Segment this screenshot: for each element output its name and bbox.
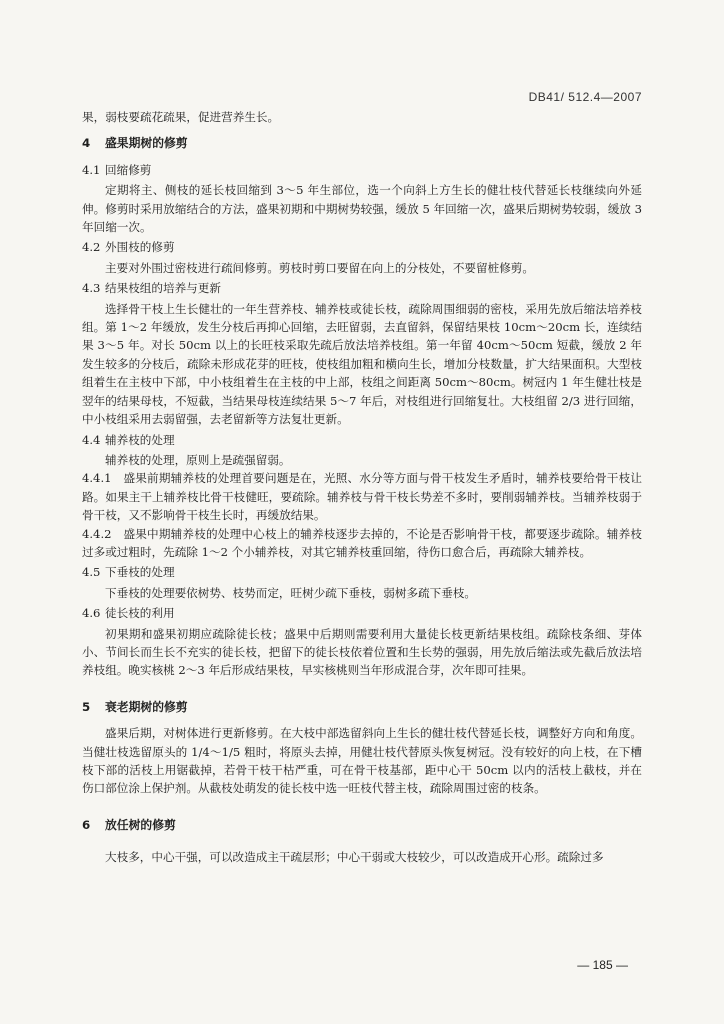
section-4-3-body: 选择骨干枝上生长健壮的一年生营养枝、辅养枝或徒长枝，疏除周围细弱的密枝，采用先放后缩法培养枝组。第 1～2 年缓放，发生分枝后再抑心回缩，去旺留弱，去直留斜，保留结果枝 10cm～20cm 长，连续结果 3～5 年。对长 50cm 以上的长旺枝采取先疏后放法培养枝组。第一年留 40cm～50cm 短截，缓放 2 年发生较多的分枝后，疏除未形成花芽的旺枝，使枝组加粗和横向生长，增加分枝数量，扩大结果面积。大型枝组着生在主枝中下部，中小枝组着生在主枝的中上部，枝组之间距离 50cm～80cm。树冠内 1 年生健壮枝是翌年的结果母枝，不短截，当结果母枝连续结果 5～7 年后，对枝组进行回缩复壮。大枝组留 2/3 进行回缩，中小枝组采用去弱留强，去老留新等方法复壮更新。 [82,301,642,427]
paragraph-intro: 果，弱枝要疏花疏果，促进营养生长。 [82,110,280,124]
section-4-4-2 [82,525,642,562]
clause-body: 盛果中期辅养枝的处理中心枝上的辅养枝逐步去掉的，不论是否影响骨干枝，都要逐步疏除。辅养枝过多或过粗时，先疏除 1～2 个小辅养枝，对其它辅养枝重回缩，待伤口愈合后，再疏除大辅养枝。 [82,526,642,559]
section-number: 4.5 [82,565,101,580]
clause-number: 4.4.2 [82,526,112,541]
section-4-5-body: 下垂枝的处理要依树势、枝势而定，旺树少疏下垂枝，弱树多疏下垂枝。 [105,585,477,600]
section-4-6-heading [82,604,642,622]
page-number: — 185 — [577,958,628,972]
clause-body: 盛果前期辅养枝的处理首要问题是在，光照、水分等方面与骨干枝发生矛盾时，辅养枝要给骨干枝让路。如果主干上辅养枝比骨干枝健旺，要疏除。辅养枝与骨干枝长势差不多时，要削弱辅养枝。当辅养枝弱于骨干枝，又不影响骨干枝生长时，再缓放结果。 [82,471,642,523]
section-6-heading [82,816,642,834]
section-4-3-heading [82,279,642,297]
section-title: 放任树的修剪 [105,817,176,832]
section-title: 结果枝组的培养与更新 [105,281,221,296]
clause-number: 4.4.1 [82,471,112,486]
section-4-2-body: 主要对外围过密枝进行疏间修剪。剪枝时剪口要留在向上的分枝处，不要留桩修剪。 [105,260,534,275]
section-title: 衰老期树的修剪 [105,699,188,714]
section-title: 盛果期树的修剪 [105,136,188,151]
section-number: 4.6 [82,606,101,621]
section-4-1-body: 定期将主、侧枝的延长枝回缩到 3～5 年生部位，选一个向斜上方生长的健壮枝代替延长枝继续向外延伸。修剪时采用放缩结合的方法，盛果初期和中期树势较强，缓放 5 年回缩一次，盛果后期树势较弱，缓放 3 年回缩一次。 [82,183,642,235]
section-title: 辅养枝的处理 [105,432,175,447]
section-number: 4.3 [82,281,101,296]
section-4-4-heading [82,431,642,449]
section-number: 4.2 [82,240,101,255]
section-number: 4 [82,136,91,151]
section-5-heading [82,698,642,716]
section-number: 6 [82,817,91,832]
section-title: 回缩修剪 [105,162,152,177]
section-title: 下垂枝的处理 [105,565,175,580]
section-4-6-body: 初果期和盛果初期应疏除徒长枝；盛果中后期则需要利用大量徒长枝更新结果枝组。疏除枝条细、芽体小、节间长而生长不充实的徒长枝，把留下的徒长枝依着位置和生长势的强弱，用先放后缩法或先截后放法培养枝组。晚实核桃 2～3 年后形成结果枝，早实核桃则当年形成混合芽，次年即可挂果。 [82,626,642,678]
section-title: 外围枝的修剪 [105,240,175,255]
page-content [82,108,642,867]
section-title: 徒长枝的利用 [105,606,175,621]
section-6-body: 大枝多，中心干强，可以改造成主干疏层形；中心干弱或大枝较少，可以改造成开心形。疏除过多 [105,850,604,865]
section-4-4-1 [82,469,642,524]
section-number: 5 [82,699,91,714]
section-4-4-body: 辅养枝的处理，原则上是疏强留弱。 [105,452,291,467]
standard-code: DB41/ 512.4—2007 [528,90,642,104]
section-number: 4.4 [82,432,101,447]
section-number: 4.1 [82,162,101,177]
section-5-body: 盛果后期，对树体进行更新修剪。在大枝中部选留斜向上生长的健壮枝代替延长枝，调整好方向和角度。当健壮枝选留原头的 1/4～1/5 粗时，将原头去掉，用健壮枝代替原头恢复树冠。没有较好的向上枝，在下槽枝下部的活枝上用锯截掉，若骨干枝干枯严重，可在骨干枝基部，距中心干 50cm 以内的活枝上截枝，并在伤口部位涂上保护剂。从截枝处萌发的徒长枝中选一旺枝代替主枝，疏除周围过密的枝条。 [82,726,642,796]
section-4-5-heading [82,563,642,581]
section-4-2-heading [82,238,642,256]
section-4-heading [82,134,642,152]
section-4-1-heading [82,161,642,179]
